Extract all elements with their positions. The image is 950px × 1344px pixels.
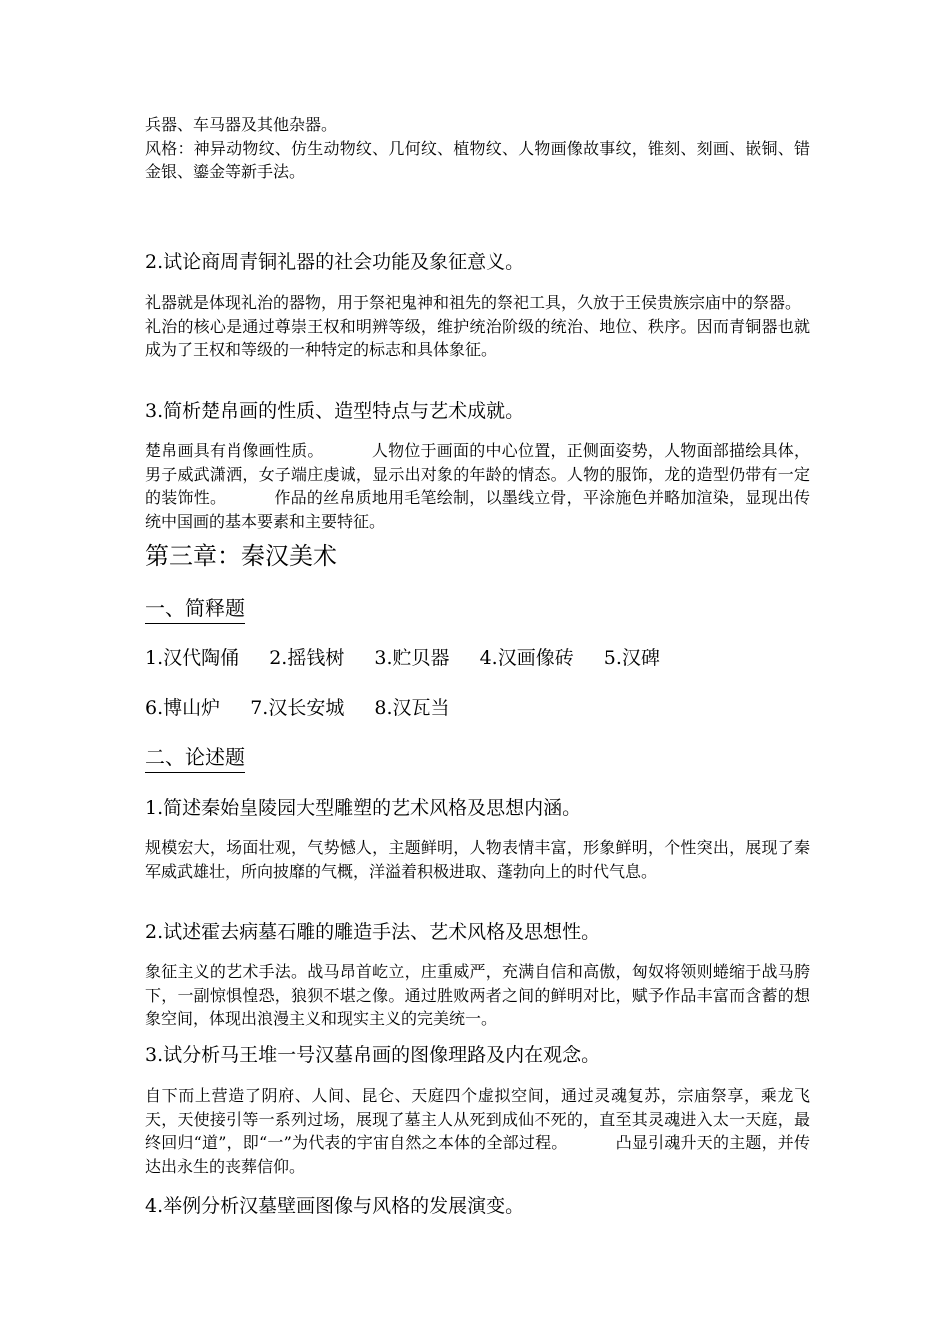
question-2-answer-p2: 礼治的核心是通过尊崇王权和明辨等级，维护统治阶级的统治、地位、秩序。因而青铜器也就成为了王权和等级的一种特定的标志和具体象征。 [145, 316, 810, 359]
essay-2-title: 2.试述霍去病墓石雕的雕造手法、艺术风格及思想性。 [145, 921, 601, 943]
section-1-heading: 一、简释题 [145, 594, 245, 624]
essay-1-answer: 规模宏大，场面壮观，气势憾人，主题鲜明，人物表情丰富，形象鲜明，个性突出，展现了秦军威武雄壮，所向披靡的气概，洋溢着积极进取、蓬勃向上的时代气息。 [145, 838, 810, 881]
question-2-answer [145, 291, 810, 362]
intro-block [145, 113, 810, 184]
section-2-heading: 二、论述题 [145, 743, 245, 773]
terms-row-2 [145, 694, 810, 722]
intro-line-2: 风格：神异动物纹、仿生动物纹、几何纹、植物纹、人物画像故事纹，锥刻、刻画、嵌铜、错金银、鎏金等新手法。 [145, 138, 810, 181]
term-item: 3.贮贝器 [374, 647, 450, 669]
essay-3-answer-b: 凸显引魂升天的主题，并传达出永生的丧葬信仰。 [145, 1133, 810, 1176]
question-3-answer-c: 作品的丝帛质地用毛笔绘制，以墨线立骨，平涂施色并略加渲染，显现出传统中国画的基本要素和主要特征。 [145, 488, 810, 531]
terms-row-1 [145, 644, 810, 672]
question-2-title: 2.试论商周青铜礼器的社会功能及象征意义。 [145, 251, 525, 273]
intro-line-1: 兵器、车马器及其他杂器。 [145, 115, 338, 134]
essay-3-answer-a: 自下而上营造了阴府、人间、昆仑、天庭四个虚拟空间，通过灵魂复苏，宗庙祭享，乘龙飞天，天使接引等一系列过场，展现了墓主人从死到成仙不死的，直至其灵魂进入太一天庭，最终回归“道”，即“一”为代表的宇宙自然之本体的全部过程。 [145, 1086, 810, 1152]
term-item: 1.汉代陶俑 [145, 647, 240, 669]
question-3-answer-b: 人物位于画面的中心位置，正侧面姿势，人物面部描绘具体，男子威武潇洒，女子端庄虔诚，显示出对象的年龄的情态。人物的服饰，龙的造型仍带有一定的装饰性。 [145, 441, 810, 507]
section-2-heading-wrap [145, 743, 810, 773]
term-item: 4.汉画像砖 [479, 647, 574, 669]
term-item: 2.摇钱树 [269, 647, 345, 669]
term-item: 5.汉碑 [603, 647, 660, 669]
question-3-answer [145, 439, 810, 533]
chapter-title: 第三章：秦汉美术 [145, 542, 337, 570]
term-item: 8.汉瓦当 [374, 697, 450, 719]
essay-2-answer: 象征主义的艺术手法。战马昂首屹立，庄重威严，充满自信和高傲，匈奴将领则蜷缩于战马胯下，一副惊惧惶恐，狼狈不堪之像。通过胜败两者之间的鲜明对比，赋予作品丰富而含蓄的想象空间，体现出浪漫主义和现实主义的完美统一。 [145, 962, 810, 1028]
question-3-title: 3.简析楚帛画的性质、造型特点与艺术成就。 [145, 400, 525, 422]
question-3-answer-a: 楚帛画具有肖像画性质。 [145, 441, 324, 460]
essay-3-title: 3.试分析马王堆一号汉墓帛画的图像理路及内在观念。 [145, 1044, 601, 1066]
question-2-answer-p1: 礼器就是体现礼治的器物，用于祭祀鬼神和祖先的祭祀工具，久放于王侯贵族宗庙中的祭器。 [145, 293, 802, 312]
section-1-heading-wrap [145, 594, 810, 624]
essay-1-title: 1.简述秦始皇陵园大型雕塑的艺术风格及思想内涵。 [145, 797, 582, 819]
term-item: 7.汉长安城 [250, 697, 345, 719]
essay-4-title: 4.举例分析汉墓壁画图像与风格的发展演变。 [145, 1195, 525, 1217]
essay-3-answer [145, 1084, 810, 1178]
term-item: 6.博山炉 [145, 697, 221, 719]
document-page [145, 0, 810, 1344]
